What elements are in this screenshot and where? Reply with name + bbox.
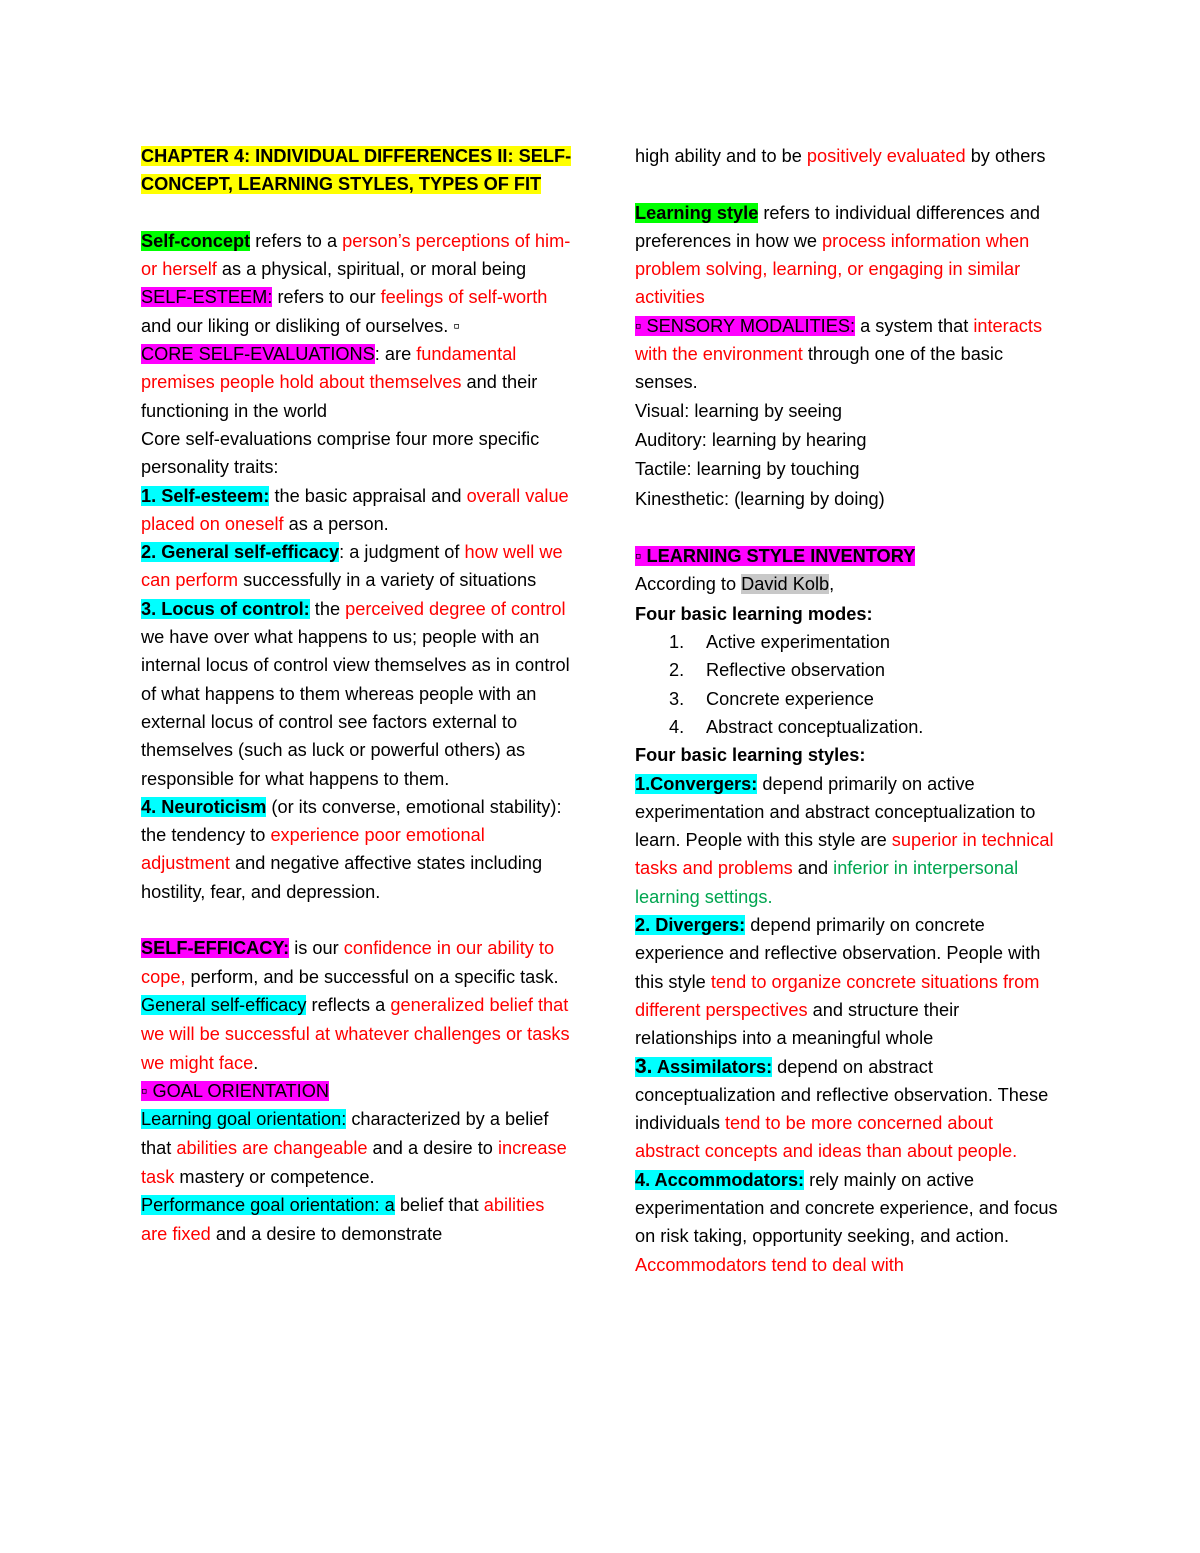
trait-self-esteem: 1. Self-esteem: the basic appraisal and overall value placed on oneself as a person. xyxy=(141,485,569,534)
sense-item-kinesthetic: Kinesthetic: (learning by doing) xyxy=(635,488,885,509)
list-item: 2. Reflective observation xyxy=(669,660,885,681)
trait-general-self-efficacy: 2. General self-efficacy: a judgment of how well we can perform successfully in a variety of situations xyxy=(141,542,563,591)
chapter-title: CHAPTER 4: INDIVIDUAL DIFFERENCES II: SELF-CONCEPT, LEARNING STYLES, TYPES OF FIT xyxy=(141,146,572,195)
sense-item-auditory: Auditory: learning by hearing xyxy=(635,429,867,450)
accommodators-paragraph: 4. Accommodators: rely mainly on active experimentation and concrete experience, and focus on risk taking, opportunity seeking, and action. Accommodators tend to deal with xyxy=(635,1169,1058,1275)
sense-item-tactile: Tactile: learning by touching xyxy=(635,459,860,480)
learning-style-paragraph: Learning style refers to individual differences and preferences in how we process information when problem solving, learning, or engaging in similar activities xyxy=(635,202,1041,308)
learning-style-term: Learning style xyxy=(635,202,759,223)
core-comprise-text: Core self-evaluations comprise four more specific personality traits: xyxy=(141,428,540,478)
trait-locus-of-control: 3. Locus of control: the perceived degree of control we have over what happens to us; people with an internal locus of control view themselves as in control of what happens to them whereas people with an external locus of control see factors external to themselves (such as luck or powerful others) as responsible for what happens to them. xyxy=(141,598,570,789)
self-concept-paragraph: Self-concept refers to a person’s perceptions of him- or herself as a physical, spiritual, or moral being xyxy=(141,230,571,280)
self-esteem-term: SELF-ESTEEM: xyxy=(141,287,273,308)
list-item: 1. Active experimentation xyxy=(669,632,890,653)
modes-heading: Four basic learning modes: xyxy=(635,603,873,624)
general-self-efficacy-paragraph: General self-efficacy reflects a generalized belief that we will be successful at whatever challenges or tasks we might face. xyxy=(141,994,570,1073)
trait-neuroticism: 4. Neuroticism (or its converse, emotional stability): the tendency to experience poor emotional adjustment and negative affective states including hostility, fear, and depression. xyxy=(141,796,562,902)
core-self-evaluations-paragraph: CORE SELF-EVALUATIONS: are fundamental premises people hold about themselves and their functioning in the world xyxy=(141,344,538,421)
performance-goal-paragraph: Performance goal orientation: a belief that abilities are fixed and a desire to demonstrate xyxy=(141,1194,545,1245)
self-efficacy-paragraph: SELF-EFFICACY: is our confidence in our ability to cope, perform, and be successful on a specific task. xyxy=(141,938,559,987)
core-self-evaluations-term: CORE SELF-EVALUATIONS xyxy=(141,344,375,365)
self-esteem-paragraph: SELF-ESTEEM: refers to our feelings of self-worth and our liking or disliking of ourselves. ▫ xyxy=(141,287,548,336)
left-column xyxy=(141,142,573,1249)
self-concept-term: Self-concept xyxy=(141,230,251,251)
learning-style-inventory-heading: ▫ LEARNING STYLE INVENTORY xyxy=(635,546,916,567)
right-column xyxy=(635,142,1060,1279)
styles-heading: Four basic learning styles: xyxy=(635,745,866,766)
according-to-line: According to David Kolb, xyxy=(635,574,835,595)
goal-orientation-heading: ▫ GOAL ORIENTATION xyxy=(141,1080,330,1101)
list-item: 4. Abstract conceptualization. xyxy=(669,716,924,737)
list-item: 3. Concrete experience xyxy=(669,688,874,709)
assimilators-paragraph: 3. Assimilators: depend on abstract conceptualization and reflective observation. These individuals tend to be more concerned about abstract concepts and ideas than about people. xyxy=(635,1054,1049,1162)
modes-list xyxy=(635,628,1060,741)
self-efficacy-term: SELF-EFFICACY: xyxy=(141,938,290,959)
sensory-modalities-term: ▫ SENSORY MODALITIES: xyxy=(635,315,856,336)
divergers-paragraph: 2. Divergers: depend primarily on concrete experience and reflective observation. People with this style tend to organize concrete situations from different perspectives and structure their relationships into a meaningful whole xyxy=(635,915,1041,1049)
author-name: David Kolb xyxy=(741,574,830,595)
sensory-modalities-paragraph: ▫ SENSORY MODALITIES: a system that interacts with the environment through one of the basic senses. xyxy=(635,315,1043,393)
sense-item-visual: Visual: learning by seeing xyxy=(635,400,842,421)
continuation-text: high ability and to be positively evaluated by others xyxy=(635,146,1046,166)
convergers-paragraph: 1.Convergers: depend primarily on active experimentation and abstract conceptualization to learn. People with this style are superior in technical tasks and problems and inferior in interpersonal learning settings. xyxy=(635,773,1054,907)
learning-goal-paragraph: Learning goal orientation: characterized by a belief that abilities are changeable and a desire to increase task mastery or competence. xyxy=(141,1109,567,1187)
